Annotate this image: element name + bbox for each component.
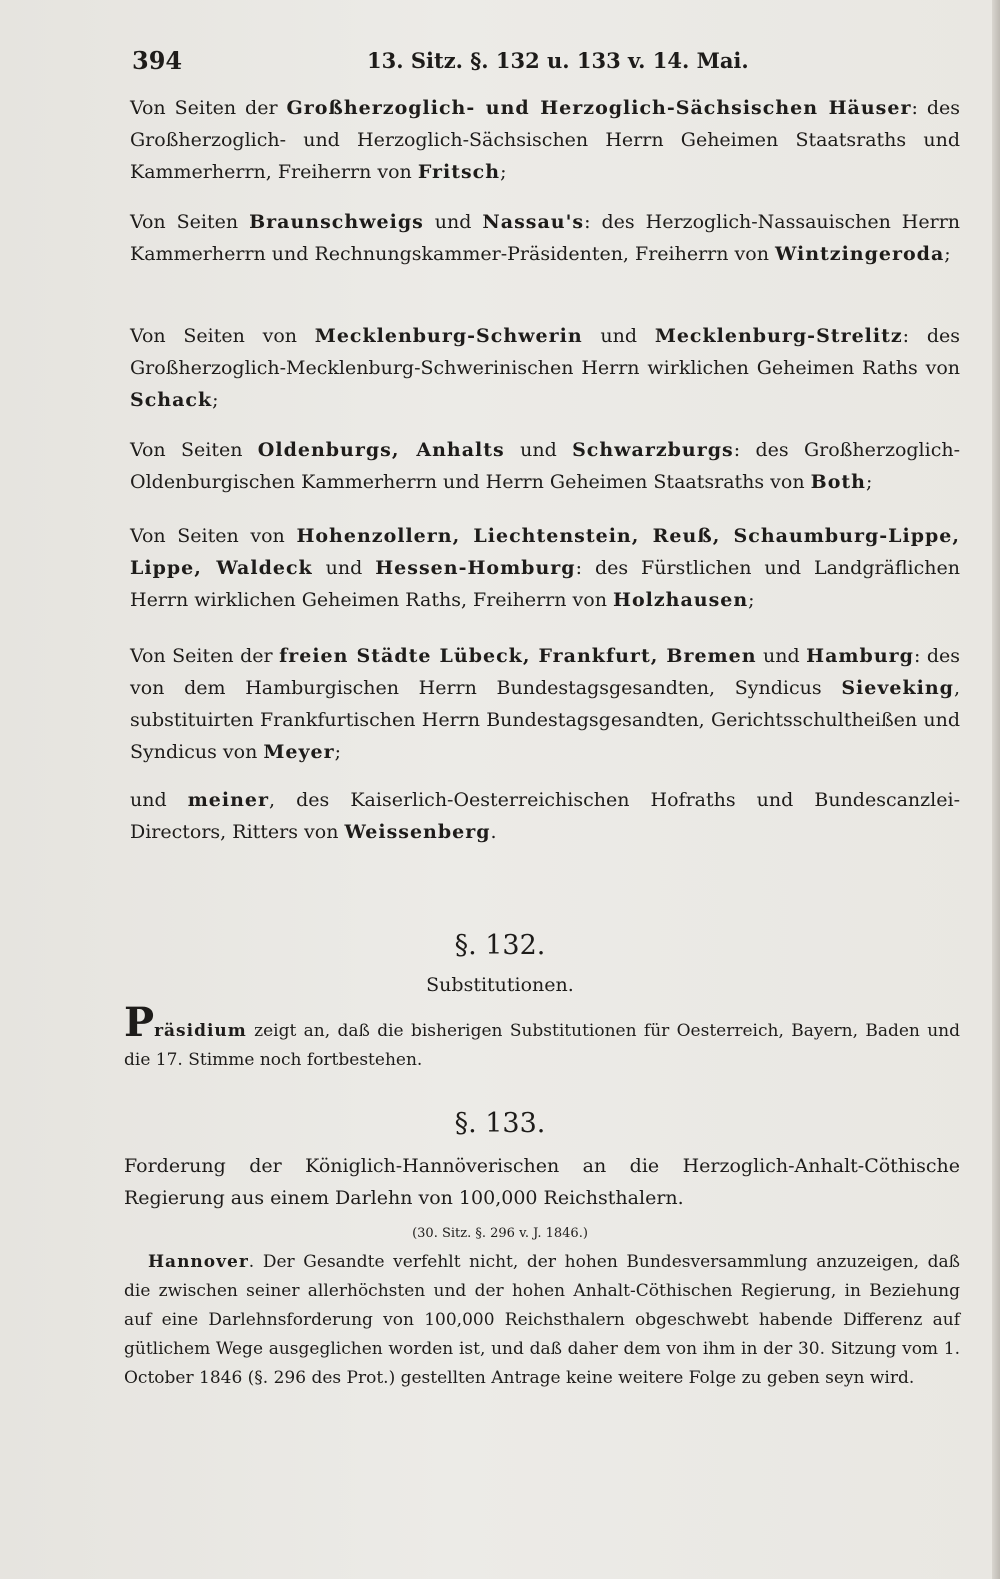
- text-run: ;: [865, 471, 873, 493]
- text-run: und: [423, 211, 483, 233]
- text-run: Forderung der Königlich-Hannöverischen an die Herzoglich-Anhalt-Cöthische Regierung aus einem Darlehn von 100,000 Reichsthalern.: [124, 1155, 960, 1209]
- envoy-name: Both: [810, 471, 866, 493]
- state-names: Hessen-Homburg: [375, 557, 576, 579]
- closing-paragraph: [130, 784, 960, 848]
- section-132-body: [124, 999, 960, 1075]
- section-132-title: Substitutionen.: [426, 974, 574, 996]
- envoy-name: Schack: [130, 389, 213, 411]
- page-header: [132, 42, 962, 82]
- text-run: und: [130, 789, 188, 811]
- text-run: ;: [212, 389, 219, 411]
- text-run: Von Seiten der: [130, 645, 280, 667]
- text-run: [130, 206, 960, 270]
- text-run: : des Fürstlichen und Landgräflichen Herrn wirklichen Geheimen Raths, Freiherrn von: [130, 557, 960, 611]
- text-run: . Der Gesandte verfehlt nicht, der hohen Bundesversammlung anzuzeigen, daß die zwischen seiner allerhöchsten und der hohen Anhalt-Cöthischen Regierung, in Beziehung auf eine Darlehnsforderung von 100,000 Reichsthalern obgeschwebt habende Differenz auf gütlichem Wege ausgeglichen worden ist, und daß daher dem von ihm in der 30. Sitzung vom 1. October 1846 (§. 296 des Prot.) gestellten Antrage keine weitere Folge zu geben seyn wird.: [124, 1252, 960, 1388]
- text-run: und: [582, 325, 655, 347]
- text-run: Von Seiten: [130, 211, 250, 233]
- text-run: Von Seiten von: [130, 525, 297, 547]
- text-run: ;: [334, 741, 342, 763]
- text-run: und: [756, 645, 807, 667]
- text-run: Von Seiten von: [130, 325, 315, 347]
- state-names: Hohenzollern, Liechtenstein, Reuß, Schaumburg-Lippe, Lippe, Waldeck: [130, 525, 960, 579]
- state-names: Großherzoglich- und Herzoglich-Sächsischen Häuser: [286, 97, 912, 119]
- text-run: [130, 520, 960, 616]
- text-run: ;: [944, 243, 951, 265]
- section-133-title: [124, 1150, 960, 1214]
- state-names: freien Städte Lübeck, Frankfurt, Bremen: [279, 645, 757, 667]
- state-names: Mecklenburg-Schwerin: [314, 325, 583, 347]
- text-run: [130, 640, 960, 768]
- text-run: und: [312, 557, 376, 579]
- text-run: [130, 320, 960, 416]
- text-run: Von Seiten: [130, 439, 258, 461]
- representative-paragraph: [130, 434, 960, 498]
- state-names: Hamburg: [806, 645, 914, 667]
- page-edge-shadow: [992, 0, 1000, 1579]
- speaker-name: Hannover: [148, 1252, 249, 1272]
- section-132-number: §. 132.: [454, 930, 546, 961]
- text-run: , substituirten Frankfurtischen Herrn Bundestagsgesandten, Gerichtsschultheißen und Syndicus von: [130, 677, 960, 763]
- envoy-name: Wintzingeroda: [774, 243, 945, 265]
- state-names: Braunschweigs: [249, 211, 424, 233]
- text-run: ;: [748, 589, 755, 611]
- representative-paragraph: [130, 320, 960, 416]
- text-run: , des Kaiserlich-Oesterreichischen Hofraths und Bundescanzlei-Directors, Ritters von: [130, 789, 960, 843]
- speaker-name: räsidium: [154, 1021, 247, 1041]
- text-run: : des von dem Hamburgischen Herrn Bundestagsgesandten, Syndicus: [130, 645, 960, 699]
- text-run: Von Seiten der: [130, 97, 287, 119]
- representative-paragraph: [130, 92, 960, 188]
- speaker-self: meiner: [187, 789, 270, 811]
- envoy-name: Sieveking: [841, 677, 954, 699]
- representative-paragraph: [130, 520, 960, 616]
- text-run: : des Großherzoglich-Mecklenburg-Schwerinischen Herrn wirklichen Geheimen Raths von: [130, 325, 960, 379]
- section-133-number: §. 133.: [454, 1108, 546, 1139]
- text-run: : des Großherzoglich-Oldenburgischen Kammerherrn und Herrn Geheimen Staatsraths von: [130, 439, 961, 493]
- text-run: : des Herzoglich-Nassauischen Herrn Kammerherrn und Rechnungskammer-Präsidenten, Freiherrn von: [130, 211, 961, 265]
- state-names: Oldenburgs, Anhalts: [257, 439, 505, 461]
- text-run: [130, 784, 960, 848]
- section-133-citation: (30. Sitz. §. 296 v. J. 1846.): [412, 1226, 588, 1241]
- text-run: und: [504, 439, 573, 461]
- text-run: [124, 1248, 960, 1393]
- text-run: ;: [500, 161, 507, 183]
- section-133-body: [124, 1248, 960, 1393]
- text-run: : des Großherzoglich- und Herzoglich-Sächsischen Herrn Geheimen Staatsraths und Kammerherrn, Freiherrn von: [130, 97, 960, 183]
- state-names: Mecklenburg-Strelitz: [654, 325, 903, 347]
- text-run: [130, 434, 960, 498]
- text-run: [130, 92, 960, 188]
- text-run: [124, 999, 960, 1075]
- running-title: 13. Sitz. §. 132 u. 133 v. 14. Mai.: [367, 48, 749, 73]
- text-run: zeigt an, daß die bisherigen Substitutionen für Oesterreich, Bayern, Baden und die 17. Stimme noch fortbestehen.: [124, 1021, 960, 1070]
- envoy-name: Holzhausen: [613, 589, 749, 611]
- drop-cap: P: [124, 999, 155, 1046]
- envoy-name: Meyer: [263, 741, 335, 763]
- envoy-name: Fritsch: [417, 161, 501, 183]
- envoy-name: Weissenberg: [344, 821, 491, 843]
- state-names: Nassau's: [482, 211, 585, 233]
- page-number: 394: [132, 46, 183, 75]
- representative-paragraph: [130, 640, 960, 768]
- representative-paragraph: [130, 206, 960, 270]
- state-names: Schwarzburgs: [572, 439, 734, 461]
- text-run: .: [490, 821, 497, 843]
